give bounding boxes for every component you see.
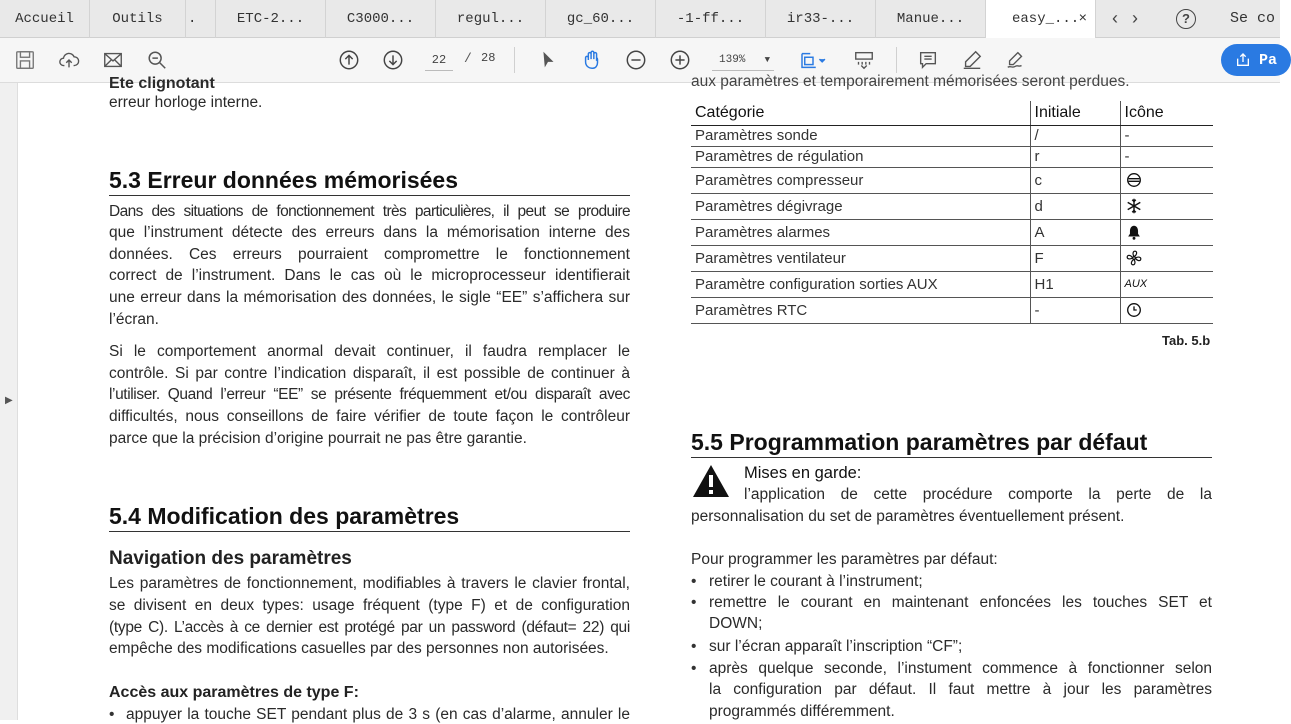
clock-icon (1125, 301, 1143, 319)
chevron-down-icon: ▼ (764, 54, 770, 65)
bullet-glyph: • (691, 594, 697, 611)
table-cell: A (1030, 219, 1120, 245)
table-header-row (691, 101, 1213, 125)
document-viewport[interactable] (0, 73, 1280, 723)
table-row (691, 219, 1213, 245)
paragraph-line: (type C). L’accès à ce dernier est protégé par un password (défaut= 22) qui (109, 619, 630, 636)
tab-label: Accueil (15, 10, 74, 27)
bullet-line: programmés différemment. (709, 703, 895, 720)
table-cell: d (1030, 193, 1120, 219)
table-cell: Paramètres dégivrage (691, 193, 1030, 219)
next-page-icon[interactable] (381, 48, 405, 72)
table-cell: Paramètres ventilateur (691, 245, 1030, 271)
paragraph-line: l’écran. (109, 311, 159, 328)
table-cell: c (1030, 167, 1120, 193)
column-header: Initiale (1030, 101, 1120, 125)
zoom-in-icon[interactable] (668, 48, 692, 72)
column-header: Icône (1120, 101, 1213, 125)
table-cell (1120, 193, 1213, 219)
paragraph-line: Si le comportement anormal devait continuer, il faudra remplacer le (109, 343, 630, 360)
tab-document[interactable] (216, 0, 326, 38)
table-cell: Paramètres RTC (691, 297, 1030, 323)
bullet-glyph: • (109, 706, 115, 723)
section-heading-5-3: 5.3 Erreur données mémorisées (109, 167, 458, 193)
section-heading-5-5: 5.5 Programmation paramètres par défaut (691, 429, 1148, 455)
previous-page-icon[interactable] (337, 48, 361, 72)
share-icon (1235, 52, 1251, 68)
comment-icon[interactable] (916, 48, 940, 72)
table-cell (1120, 167, 1213, 193)
table-cell (1120, 219, 1213, 245)
cut-paragraph-line: aux paramètres et temporairement mémorisées seront perdues. (691, 73, 1130, 90)
table-row (691, 245, 1213, 271)
tab-label: ir33-... (786, 10, 855, 27)
tab-label: Manue... (896, 10, 965, 27)
divider (514, 47, 515, 73)
tab-document[interactable] (876, 0, 986, 38)
paragraph-line: une erreur dans la mémorisation des données, le sigle “EE” s’affichera sur (109, 289, 630, 306)
parameters-table (691, 101, 1213, 324)
tab-label: . (188, 10, 197, 27)
bullet-glyph: • (691, 573, 697, 590)
tab-label: -1-ff... (676, 10, 745, 27)
bullet-line: sur l’écran apparaît l’inscription “CF”; (709, 638, 963, 655)
paragraph-line: empêche des modifications casuelles par des personnes non autorisées. (109, 640, 609, 657)
scroll-mode-icon[interactable] (852, 48, 876, 72)
hand-tool-icon[interactable] (580, 48, 604, 72)
paragraph-line: que l’instrument détecte des erreurs dans la mémorisation interne des (109, 224, 630, 241)
table-cell: Paramètres compresseur (691, 167, 1030, 193)
table-cell: r (1030, 146, 1120, 167)
paragraph-line: difficultés, nous conseillons de faire vérifier de toute façon le contrôleur (109, 408, 630, 425)
pdf-page (19, 73, 1280, 723)
table-row (691, 271, 1213, 297)
table-cell (1120, 245, 1213, 271)
tab-label: easy_... (1012, 10, 1080, 27)
table-cell: F (1030, 245, 1120, 271)
bullet-line: appuyer la touche SET pendant plus de 3 s (en cas d’alarme, annuler le (126, 706, 630, 723)
alarm-bell-icon (1125, 223, 1143, 241)
zoom-value: 139% (719, 53, 746, 66)
tab-document[interactable] (766, 0, 876, 38)
table-cell: Paramètres sonde (691, 125, 1030, 146)
tab-label: regul... (456, 10, 525, 27)
zoom-out-icon[interactable] (624, 48, 648, 72)
tab-label: C3000... (346, 10, 415, 27)
tab-label: ETC-2... (236, 10, 305, 27)
tab-label: Outils (112, 10, 163, 27)
page-total: 28 (481, 51, 496, 65)
table-cell: - (1120, 125, 1213, 146)
fan-icon (1125, 249, 1143, 267)
upload-cloud-icon[interactable] (57, 48, 81, 72)
signin-link[interactable]: Se co (1230, 10, 1276, 27)
tab-label: gc_60... (566, 10, 635, 27)
tab-document[interactable] (436, 0, 546, 38)
paragraph-line: parce que la précision d’origine pourrait ne pas être garantie. (109, 430, 527, 447)
tab-active-document[interactable] (986, 0, 1096, 38)
select-cursor-icon[interactable] (536, 48, 560, 72)
paragraph-line: Les paramètres de fonctionnement, modifiables à travers le clavier frontal, (109, 575, 630, 592)
tab-scroll-left-icon[interactable]: ‹ (1112, 8, 1118, 28)
bullet-line: retirer le courant à l’instrument; (709, 573, 923, 590)
table-cell: Paramètres alarmes (691, 219, 1030, 245)
paragraph-line: correct de l’instrument. Dans le cas où le microprocesseur identifierait (109, 267, 630, 284)
compressor-icon (1125, 171, 1143, 189)
tab-tools[interactable] (90, 0, 186, 38)
aux-icon: AUX (1120, 271, 1213, 297)
paragraph-line: se divisent en deux types: usage fréquent (type F) et de configuration (109, 597, 630, 614)
share-label: Pa (1259, 51, 1278, 69)
subheading: Navigation des paramètres (109, 548, 352, 569)
help-icon[interactable]: ? (1176, 9, 1196, 29)
table-row (691, 146, 1213, 167)
page-separator: / (464, 51, 472, 66)
table-row (691, 125, 1213, 146)
paragraph-line: l’application de cette procédure comporte la perte de la (744, 486, 1212, 503)
warning-title: Mises en garde: (744, 464, 862, 482)
save-icon[interactable] (13, 48, 37, 72)
paragraph-line: Dans des situations de fonctionnement très particulières, il peut se produire (109, 203, 630, 220)
zoom-select[interactable] (712, 49, 774, 71)
table-cell: Paramètres de régulation (691, 146, 1030, 167)
table-row (691, 167, 1213, 193)
paragraph-line: données. Ces erreurs pourraient compromettre le fonctionnement (109, 246, 630, 263)
bullet-line: DOWN; (709, 615, 763, 632)
heading-rule (109, 195, 630, 196)
tab-document[interactable] (656, 0, 766, 38)
bullet-line: la configuration par défaut. Il faut mettre à jour les paramètres (709, 681, 1212, 698)
tab-scroll-right-icon[interactable]: › (1132, 8, 1138, 28)
paragraph-line: erreur horloge interne. (109, 94, 263, 111)
sign-icon[interactable] (1004, 48, 1028, 72)
page-number-input[interactable]: 22 (425, 49, 453, 71)
highlight-pen-icon[interactable] (960, 48, 984, 72)
defrost-icon (1125, 197, 1143, 215)
table-cell: H1 (1030, 271, 1120, 297)
bullet-glyph: • (691, 660, 697, 677)
tab-document[interactable] (326, 0, 436, 38)
table-cell: - (1120, 146, 1213, 167)
table-cell: - (1030, 297, 1120, 323)
bullet-glyph: • (691, 638, 697, 655)
expand-sidebar-icon[interactable]: ▶ (5, 395, 13, 406)
paragraph-line: personnalisation du set de paramètres éventuellement présent. (691, 508, 1125, 525)
table-cell: Paramètre configuration sorties AUX (691, 271, 1030, 297)
table-row (691, 297, 1213, 323)
close-tab-icon[interactable]: × (1078, 10, 1087, 27)
divider (896, 47, 897, 73)
tab-document[interactable] (186, 0, 216, 38)
paragraph-line: contrôle. Si par contre l’indication disparaît, il est possible de continuer à (109, 365, 630, 382)
paragraph-line: l’utiliser. Quand l’erreur “EE” se présente fréquemment et/ou disparaît avec (109, 386, 630, 403)
search-icon[interactable] (145, 48, 169, 72)
section-heading-5-4: 5.4 Modification des paramètres (109, 503, 460, 529)
heading-rule (109, 531, 630, 532)
email-icon[interactable] (101, 48, 125, 72)
paragraph-line: Pour programmer les paramètres par défaut: (691, 551, 998, 568)
table-cell: / (1030, 125, 1120, 146)
sidebar-toggle[interactable] (0, 83, 18, 720)
table-row (691, 193, 1213, 219)
column-header: Catégorie (691, 101, 1030, 125)
warning-icon (691, 463, 731, 499)
tab-bar (0, 0, 1280, 38)
heading-rule (691, 457, 1212, 458)
share-button[interactable] (1221, 44, 1291, 76)
table-cell (1120, 297, 1213, 323)
subheading: Accès aux paramètres de type F: (109, 684, 359, 701)
tab-document[interactable] (546, 0, 656, 38)
bullet-line: remettre le courant en maintenant enfoncées les touches SET et (709, 594, 1212, 611)
cut-heading: Ete clignotant (109, 75, 215, 92)
bullet-line: après quelque seconde, l’instument commence à fonctionner selon (709, 660, 1212, 677)
page-fit-icon[interactable] (796, 48, 830, 72)
tab-home[interactable] (0, 0, 90, 38)
table-caption: Tab. 5.b (1162, 333, 1211, 348)
